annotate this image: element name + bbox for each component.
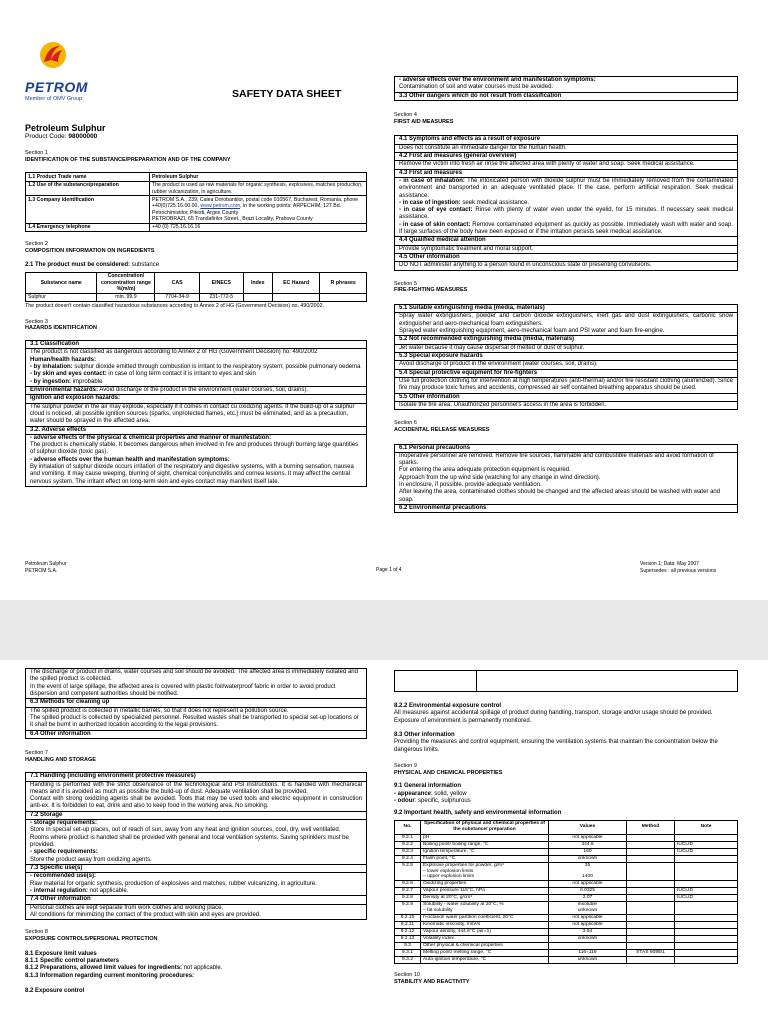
table-cell xyxy=(627,834,675,841)
brand-name: PETROM xyxy=(25,79,88,95)
page-2 xyxy=(0,660,768,1024)
section-title: FIRST AID MEASURES xyxy=(394,118,454,125)
section-title: STABILITY AND REACTIVITY xyxy=(394,978,470,985)
table-cell: 3.64 xyxy=(549,928,627,935)
section-number: Section 2 xyxy=(25,241,48,248)
table-cell xyxy=(549,942,627,949)
table-cell xyxy=(675,950,738,957)
table-cell xyxy=(627,848,675,855)
table-cell: unknown xyxy=(549,935,627,942)
table-cell: 35 1400 xyxy=(549,862,627,880)
table-cell xyxy=(627,957,675,964)
table-cell xyxy=(675,921,738,928)
table-cell: 9.2.4 xyxy=(395,855,421,862)
product-code: Product Code: 98000000 xyxy=(25,133,98,140)
table-cell: pH xyxy=(421,834,549,841)
table-cell: unknown xyxy=(549,957,627,964)
section-title: ACCIDENTAL RELEASE MEASURES xyxy=(394,426,490,433)
footer-right: Version 1; Data: May 2007 Supersedes : all previous versions xyxy=(640,561,717,574)
handling-storage-box: 7.1 Handling (including environment protective measures) Handling is performed with the strict observance of the technological and PSI instructions. It is handled with mechanical means and it is avoided as much as possible the build-up of dust. Adequate ventilation shall be provided. Contact with strong oxidizing agents shall be avoided. Tools that may be used tools and electric equipment in construction anti-ex. It is forbidden to eat, drink and also to keep food in the working area. No smoking. 7.2 Storage - storage requirements: Store in special set-up places, out of reach of sun, away from any heat and ignition sources, cool, dry, well ventilated. Rooms where product is handled shall be provided with general and local ventilation systems. Saving sprinklers must be provided. - specific requirements: Store the product away from oxidizing agents. 7.3 Specific use(s) - recommended use(s): Raw material for organic synthesis, production of explosives and matches, rubber vulcanizing, in agriculture. - internal regulation: not applicable. 7.4 Other information Personal clothes are kept separate from work clothes and working place. All conditions for minimizing the contact of the product with skin and eyes are provided. xyxy=(25,772,367,920)
table-cell xyxy=(627,921,675,928)
table-cell xyxy=(627,841,675,848)
section-number: Section 7 xyxy=(25,749,48,756)
fire-fighting-box: 5.1 Suitable extinguishing media (media, materials) Spray water extinguishers, powder and carbon dioxide extinguishers, inert gas and dust extinguishers, carbonic snow extinguisher and aero-mechanical foam extinguishers. Sprayed water extinguishing equipment, aero-mechanical foam and PSI water and foam fire-engine. 5.2 Not recommended extinguishing media (media, materials) Jet water because it may cause dispersal of melted or dust of sulphur. 5.3 Special exposure hazards Avoid discharge of product in the environment (water courses, soil, drains). 5.4 Special protective equipment for fire-fighters Use full protection clothing for intervention at high temperatures (anti-thermal) and/or fire resistant clothing (aluminized). Since fire may produce toxic fumes and accidents, compressed air self contained breathing apparatus should be used. 5.5 Other information Isolate the fire area. Unauthorized personnel's access in the area is forbidden. xyxy=(394,304,738,410)
footer-left: Petroleum Sulphur PETROM S.A. xyxy=(25,561,67,574)
table-cell: IUCLID xyxy=(675,841,738,848)
table-cell: Explosive properties for powder, g/m³ – lower explosion limits – upper explosion limits xyxy=(421,862,549,880)
table-cell xyxy=(675,942,738,949)
table-cell xyxy=(627,855,675,862)
company-website-link[interactable]: www.petrom.com xyxy=(200,203,241,210)
table-cell: n-octanol/ water partition coefficient, 20°C xyxy=(421,914,549,921)
table-cell xyxy=(675,880,738,887)
table-row xyxy=(395,834,738,841)
table-cell xyxy=(675,914,738,921)
page-number: Page 1 of 4 xyxy=(376,567,402,573)
table-row xyxy=(395,957,738,964)
table-row xyxy=(395,848,738,855)
table-cell: 9.2.10 xyxy=(395,914,421,921)
table-cell: insoluble unknown xyxy=(549,902,627,915)
left-column: The discharge of product in drains, water courses and soil should be avoided. The affected area is immediately isolated and the spilled product is collected. In the event of large spillage, the affected area is covered with plastic foil/waterproof fabric in order to avoid product dispersion and competent authorities should be notified. 6.3 Methods for cleaning up The spilled product is collected in metallic barrels, so that it does not represent a pollution source. The spilled product is collected by specialized personnel. Resulted wastes shall be transported to special set-up locations or it shall be burnt in authorized location according to the legal provisions. 6.4 Other information Section 7 HANDLING AND STORAGE 7.1 Handling (including environment protective measures) Handling is performed with the strict observance of the technological and PSI instructions. It is handled with mechanical means and it is avoided as much as possible the build-up of dust. Adequate ventilation shall be provided. Contact with strong oxidizing agents shall be avoided. Tools that may be used tools and electric equipment in construction anti-ex. It is forbidden to eat, drink and also to keep food in the working area. No smoking. 7.2 Storage - storage requirements: Store in special set-up places, out of reach of sun, away from any heat and ignition sources, cool, dry, well ventilated. Rooms where product is handled shall be provided with general and local ventilation systems. Saving sprinklers must be provided. - specific requirements: Store the product away from oxidizing agents. 7.3 Specific use(s) - recommended use(s): Raw material for organic synthesis, production of explosives and matches, rubber vulcanizing, in agriculture. - internal regulation: not applicable. 7.4 Other information Personal clothes are kept separate from work clothes and working place. All conditions for minimizing the contact of the product with skin and eyes are provided. Section 8 EXPOSURE CONTROLS/PERSONAL PROTECTION 8.1 Exposure limit values 8.1.1 Specific control parameters 8.1.2 Preparations, allowed limit values for ingredients: not applicable. 8.1.3 Information regarding current monitoring procedures: 8.2 Exposure control xyxy=(25,668,367,995)
composition-table xyxy=(25,272,367,302)
section-title: EXPOSURE CONTROLS/PERSONAL PROTECTION xyxy=(25,935,158,942)
table-cell: 9.2.9 xyxy=(395,902,421,915)
table-cell: Ignition temperature, °C xyxy=(421,848,549,855)
table-row xyxy=(395,855,738,862)
table-row xyxy=(395,880,738,887)
table-cell: 444.6 xyxy=(549,841,627,848)
table-cell xyxy=(675,957,738,964)
accidental-release-box: 6.1 Personal precautions Inoperative personnel are removed. Remove fire sources, flammable and combustible materials and avoid formation of sparks. For entering the area adequate protection equipment is required. Approach from the up wind side (watching for any change in wind direction). In enclosure, if possible, provide adequate ventilation. After leaving the area, contaminated clothes should be changed and the affected areas should be washed with water and soap. 6.2 Environmental precautions xyxy=(394,444,738,514)
properties-table-body xyxy=(395,834,738,964)
section-number: Section 10 xyxy=(394,972,420,979)
table-cell: not applicable xyxy=(549,921,627,928)
table-cell: 0.0325 xyxy=(549,887,627,894)
table-cell xyxy=(627,880,675,887)
adverse-effects-box: - adverse effects over the environment and manifestation symptoms: Contamination of soil and water courses must be avoided. 3.3 Other dangers which do not result from classification xyxy=(394,76,738,101)
table-cell: Melting point/ melting range, °C xyxy=(421,950,549,957)
table-row xyxy=(395,914,738,921)
section-number: Section 9 xyxy=(394,762,417,769)
table-cell: Auto-ignition temperature, °C xyxy=(421,957,549,964)
composition-type: 2.1 The product must be considered: substance xyxy=(25,261,160,268)
table-cell xyxy=(627,935,675,942)
table-cell xyxy=(675,928,738,935)
table-row xyxy=(395,942,738,949)
section-number: Section 6 xyxy=(394,420,417,427)
table-cell: 9.3.2 xyxy=(395,957,421,964)
table-cell: unknown xyxy=(549,855,627,862)
table-cell: 9.2.3 xyxy=(395,848,421,855)
table-cell xyxy=(627,928,675,935)
company-info-table xyxy=(25,172,367,232)
table-cell xyxy=(675,935,738,942)
table-cell xyxy=(675,834,738,841)
left-column xyxy=(25,150,367,487)
table-cell: IUCLID xyxy=(675,895,738,902)
section-title: HAZARDS IDENTIFICATION xyxy=(25,325,98,332)
table-cell: 9.2.13 xyxy=(395,935,421,942)
table-cell: 9.2.6 xyxy=(395,880,421,887)
section-number: Section 1 xyxy=(25,150,48,156)
first-aid-box: 4.1 Symptoms and effects as a result of exposure Does not constitute an immediate danger for the human health. 4.2 First aid measures (general overview) Remove the victim into fresh air rinse the affected area with plenty of water and soap. Seek medical assistance. 4.3 First aid measures - in case of inhalation: The intoxicated person with dioxide sulphur must be immediately removed from the contaminated environment and transported in an adequate ventilated place. If the case, perform artificial respiration. Seek medical assistance. - in case of ingestion: seek medical assistance. - in case of eye contact: Rinse with plenty of water even under the eyelid, for 15 minutes. If necessary seek medical assistance. - in case of skin contact: Remove contaminated equipment as quickly as possible. Immediately wash with water and soap. If large surfaces of the body have been exposed or if the irritation persists seek medical assistance. 4.4 Qualified medical attention Provide symptomatic treatment and moral support. 4.5 Other information DO NOT administer anything to a person found in unconscious state or presenting convulsions. xyxy=(394,135,738,270)
section-number: Section 4 xyxy=(394,111,417,118)
table-row xyxy=(395,921,738,928)
table-cell: not applicable xyxy=(549,880,627,887)
table-cell xyxy=(627,862,675,880)
table-row xyxy=(395,902,738,915)
table-cell: 9.3 xyxy=(395,942,421,949)
table-cell xyxy=(675,855,738,862)
section-number: Section 5 xyxy=(394,280,417,287)
table-cell xyxy=(675,862,738,880)
table-cell xyxy=(675,902,738,915)
product-name: Petroleum Sulphur xyxy=(25,123,106,133)
table-cell: 9.2.12 xyxy=(395,928,421,935)
table-row xyxy=(395,895,738,902)
table-cell: not applicable xyxy=(549,834,627,841)
blank-table xyxy=(394,670,738,692)
section-title: PHYSICAL AND CHEMICAL PROPERTIES xyxy=(394,769,503,776)
section-number: Section 8 xyxy=(25,929,48,936)
petrom-logo-icon xyxy=(38,40,68,70)
table-cell: 160 xyxy=(549,848,627,855)
table-header-row: No. Specification of physical and chemical properties of the substance/ preparation Values Method Note xyxy=(395,820,738,834)
section-title: FIRE-FIGHTING MEASURES xyxy=(394,287,468,294)
table-row: 1.4 Emergency telephone +40 (0) 725.16.16.16 xyxy=(26,223,367,231)
right-column: 8.2.2 Environmental exposure control All measures against accidental spillage of product during handling, transport, storage and/or usage should be provided. Exposure of environment is permanently monitored. 8.3 Other information Providing the measures and control equipment, ensuring the ventilation systems that maintain the concentration below the dangerous limits. Section 9 PHYSICAL AND CHEMICAL PROPERTIES 9.1 General information - appearance: solid, yellow - odour: specific, sulphurous 9.2 Important health, safety and environmental information No. Specification of physical and chemical properties of the substance/ preparation Values Method Note 9.2.1 pH not applicable 9.2.2 Boiling point/ boiling range, °C 444.6 IUCLID 9.2.3 Ignition temperature, °C 160 IUCLID 9.2.4 Flash point, °C unknown 9.2.5 Explosive properties for powder, g/m³ – lower explosion limits – upper explosion limits 35 1400 9.2.6 Oxidizing properties not applicable 9.2.7 Vapour pressure 115°C, hPa 0.0325 IUCLID 9.2.8 Density at 20°C, g/cm³ 2.07 IUCLID 9.2.9 Solubility - water solubility at 20°C, % – fat solubility insoluble unknown 9.2.10 n-octanol/ water partition coefficient, 20°C not applicable 9.2.11 Kinematic viscosity, mm²/s not applicable 9.2.12 Vapour density, 444.6°C (air=1) 3.64 9.2.13 Volatility index unknown 9.3 Other physical & chemical properties 9.3.1 Melting point/ melting range, °C 116÷119 STAS 9098/1 9.3.2 Auto-ignition temperature, °C unknown Section 10 STABILITY AND REACTIVITY xyxy=(394,670,738,986)
table-cell: 9.2.8 xyxy=(395,895,421,902)
table-row: 1.1 Product Trade name Petroleum Sulphur xyxy=(26,173,367,181)
table-cell: IUCLID xyxy=(675,887,738,894)
table-row: 1.2 Use of the substance/preparation The product is used as raw materials for organic synthesis, explosives, matches production, rubber vulcanization, in agriculture. xyxy=(26,181,367,196)
table-row xyxy=(395,950,738,957)
table-cell: Flash point, °C xyxy=(421,855,549,862)
table-cell xyxy=(627,902,675,915)
table-cell xyxy=(627,895,675,902)
environmental-precautions-box: The discharge of product in drains, water courses and soil should be avoided. The affected area is immediately isolated and the spilled product is collected. In the event of large spillage, the affected area is covered with plastic foil/waterproof fabric in order to avoid product dispersion and competent authorities should be notified. 6.3 Methods for cleaning up The spilled product is collected in metallic barrels, so that it does not represent a pollution source. The spilled product is collected by specialized personnel. Resulted wastes shall be transported to special set-up locations or it shall be burnt in authorized location according to the legal provisions. 6.4 Other information xyxy=(25,668,367,739)
table-cell: Boiling point/ boiling range, °C xyxy=(421,841,549,848)
table-row xyxy=(395,862,738,880)
table-row xyxy=(395,887,738,894)
table-cell: 9.2.11 xyxy=(395,921,421,928)
section-title: IDENTIFICATION OF THE SUBSTANCE/PREPARATION AND OF THE COMPANY xyxy=(25,156,231,163)
table-cell xyxy=(627,887,675,894)
table-cell: Vapour density, 444.6°C (air=1) xyxy=(421,928,549,935)
table-cell: 2.07 xyxy=(549,895,627,902)
section-number: Section 3 xyxy=(25,318,48,325)
table-cell: 9.2.1 xyxy=(395,834,421,841)
table-cell: Kinematic viscosity, mm²/s xyxy=(421,921,549,928)
table-row xyxy=(395,928,738,935)
table-cell: 9.2.7 xyxy=(395,887,421,894)
table-cell: Solubility - water solubility at 20°C, % – fat solubility xyxy=(421,902,549,915)
table-header-row: Substance name Concentration/ concentration range %(m/m) CAS EINECS Index EC Hazard R phrases xyxy=(26,272,367,293)
table-row xyxy=(395,935,738,942)
table-cell: Oxidizing properties xyxy=(421,880,549,887)
table-cell: 9.2.5 xyxy=(395,862,421,880)
table-row: Sulphur min. 99.9 7704-34-9 231-772-5 xyxy=(26,293,367,301)
table-cell xyxy=(627,914,675,921)
table-cell: 9.2.2 xyxy=(395,841,421,848)
section-title: COMPOSITION /INFORMATION ON INGREDIENTS xyxy=(25,247,155,254)
table-row xyxy=(395,841,738,848)
table-cell: Other physical & chemical properties xyxy=(421,942,549,949)
table-cell: STAS 9098/1 xyxy=(627,950,675,957)
table-cell: 9.3.1 xyxy=(395,950,421,957)
table-cell: 116÷119 xyxy=(549,950,627,957)
table-row: 1.3 Company identification PETROM S.A., 239, Calea Dorobantilor, postal code 010567, Bucharest, Romania, phone +40(0)725.16.00.00, www.petrom.com, in the working points: ARPECHIM, 127 Bd. Petrochimistilor, Pitesti, Arges County PETROBRAZI, 65 Trandafirilor Street., Brazi Locality, Prahova County xyxy=(26,196,367,223)
brand-tagline: Member of OMV Group xyxy=(25,96,83,102)
table-cell xyxy=(627,942,675,949)
table-cell: Vapour pressure 115°C, hPa xyxy=(421,887,549,894)
table-cell: IUCLID xyxy=(675,848,738,855)
document-title: SAFETY DATA SHEET xyxy=(232,88,342,100)
table-cell: Density at 20°C, g/cm³ xyxy=(421,895,549,902)
right-column xyxy=(394,76,738,513)
table-cell: Volatility index xyxy=(421,935,549,942)
composition-note: The product doesn't contain classified hazardous substances according to Annex 2 of HG (Government Decision) no. 490/2002. xyxy=(25,303,324,310)
section-title: HANDLING AND STORAGE xyxy=(25,756,96,763)
table-cell: not applicable xyxy=(549,914,627,921)
hazards-box: 3.1 Classification The product is not classified as dangerous according to Annex 2 of HG (Government Decision) no. 490/2002 Human/health hazards: - by inhalation: sulphur dioxide emitted through combustion is irritant to the respiratory system; possible pulmonary oedema - by skin and eyes contact: in case of long term contact it is irritant to eyes and skin - by ingestion: improbable Environmental hazards: Avoid discharge of the product in the environment (water courses, soil, drains). Ignition and explosion hazards: The sulphur powder in the air may explode, especially if it comes in contact cu oxidizing agents. If the build-up of a sulphur cloud is noticed, all possible ignition sources (sparks, unprotected flames, etc.) must be eliminated, and as a precaution, water should be sprayed in the affected area. 3.2. Adverse effects - adverse effects of the physical & chemical properties and manner of manifestation: The product is chemically stable. It becomes dangerous when involved in fire and produces through burning large quantities of sulphur dioxide (toxic gas). - adverse effects over the human health and manifestation symptoms: By inhalation of sulphur dioxide occurs irritation of the respiratory and digestive systems, with a burning sensation, nausea and vomiting. It may cause weeping, blurring of sight, chemical conjunctivitis and cornea lesions. It may affect the central nervous system. The irritant effect on long-term skin and eyes contact may manifest itself late. xyxy=(25,340,367,487)
properties-table xyxy=(394,820,738,965)
